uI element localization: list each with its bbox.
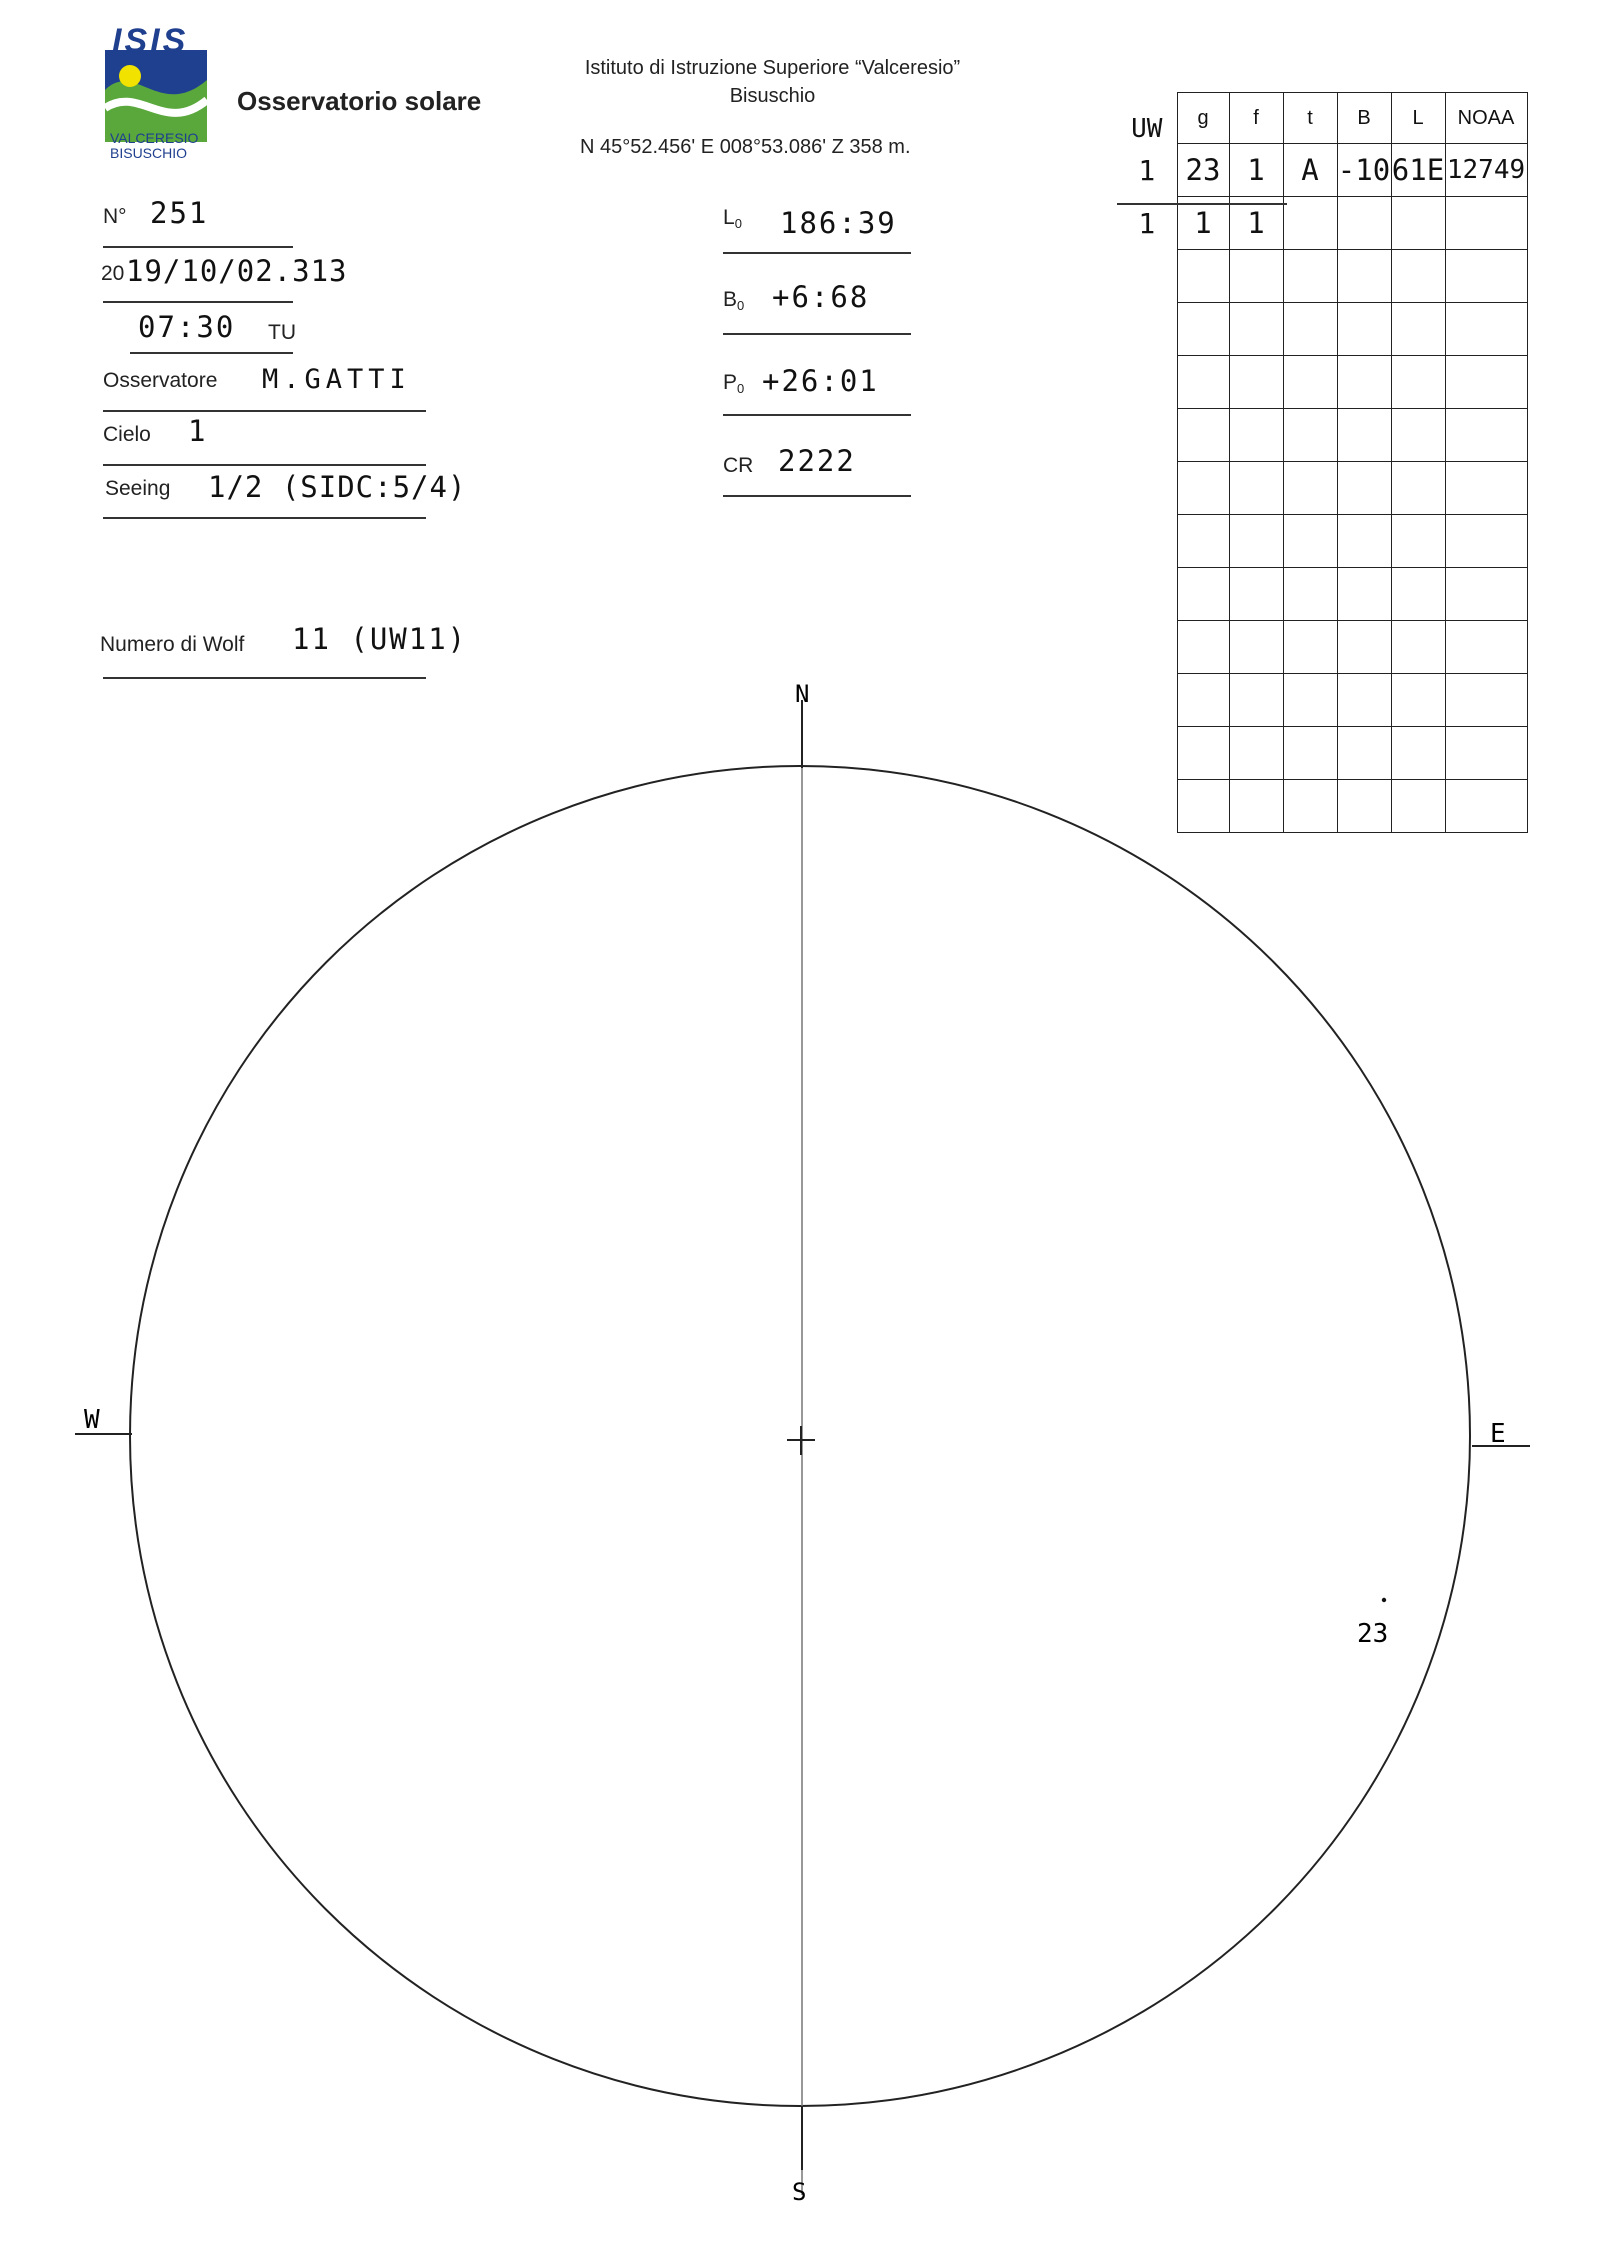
table-cell [1177, 727, 1229, 780]
l0-value: 186:39 [780, 206, 897, 240]
table-cell [1337, 462, 1391, 515]
table-cell: 12749 [1445, 144, 1527, 197]
table-cell [1391, 515, 1445, 568]
number-label: N° [103, 205, 127, 228]
date-underline [103, 301, 293, 303]
table-cell [1117, 727, 1177, 780]
table-row [1117, 621, 1527, 674]
wolf-label: Numero di Wolf [100, 633, 245, 656]
observer-value: M.GATTI [262, 364, 411, 395]
seeing-value: 1/2 (SIDC:5/4) [208, 470, 467, 504]
table-cell [1445, 727, 1527, 780]
table-row [1117, 727, 1527, 780]
table-cell [1283, 727, 1337, 780]
table-cell [1391, 621, 1445, 674]
table-cell [1391, 727, 1445, 780]
table-cell [1337, 727, 1391, 780]
institute-title [520, 54, 1025, 110]
date-value: 19/10/02.313 [126, 254, 348, 288]
table-cell [1391, 303, 1445, 356]
table-cell [1445, 780, 1527, 833]
table-cell: 1 [1138, 153, 1156, 187]
number-underline [103, 246, 293, 248]
table-cell [1445, 409, 1527, 462]
table-cell [1117, 303, 1177, 356]
table-cell [1337, 197, 1391, 250]
cr-value: 2222 [778, 444, 856, 478]
table-header-cell: UW [1131, 113, 1163, 144]
table-cell [1177, 250, 1229, 303]
date-prefix: 20 [101, 262, 125, 285]
table-cell: -10 [1337, 144, 1391, 197]
table-cell [1229, 409, 1283, 462]
observatory-coordinates: N 45°52.456' E 008°53.086' Z 358 m. [580, 136, 911, 158]
table-cell [1229, 515, 1283, 568]
table-cell [1445, 621, 1527, 674]
table-header-cell: NOAA [1445, 93, 1527, 144]
seeing-underline [103, 517, 426, 519]
p0-value: +26:01 [762, 364, 879, 398]
table-cell [1229, 780, 1283, 833]
observer-label: Osservatore [103, 369, 218, 392]
b0-value: +6:68 [772, 280, 870, 314]
table-cell [1391, 197, 1445, 250]
time-underline [130, 352, 293, 354]
table-cell: 1 [1138, 206, 1156, 240]
sky-value: 1 [188, 414, 208, 448]
seeing-label: Seeing [105, 477, 171, 500]
table-cell [1229, 303, 1283, 356]
table-separator-line [1117, 203, 1287, 205]
table-cell: 1 [1229, 197, 1283, 250]
wolf-value: 11 (UW11) [292, 622, 468, 656]
table-cell [1229, 250, 1283, 303]
table-cell [1177, 409, 1229, 462]
table-cell [1445, 568, 1527, 621]
table-cell [1229, 568, 1283, 621]
table-row [1117, 462, 1527, 515]
table-cell: 1 [1177, 197, 1229, 250]
solar-disc-outline [130, 766, 1470, 2106]
table-cell [1229, 356, 1283, 409]
table-cell [1283, 250, 1337, 303]
table-cell [1177, 621, 1229, 674]
table-cell [1229, 727, 1283, 780]
logo-city-line2: BISUSCHIO [110, 145, 188, 161]
cr-label: CR [723, 454, 754, 477]
sky-underline [103, 464, 426, 466]
table-cell [1229, 621, 1283, 674]
table-row [1117, 144, 1527, 197]
table-cell: A [1283, 144, 1337, 197]
table-cell [1117, 515, 1177, 568]
table-cell [1117, 568, 1177, 621]
table-cell [1445, 674, 1527, 727]
table-cell [1283, 621, 1337, 674]
table-cell [1445, 356, 1527, 409]
table-cell [1337, 568, 1391, 621]
table-cell [1391, 250, 1445, 303]
table-cell: 61E [1391, 144, 1445, 197]
table-cell [1391, 674, 1445, 727]
table-row [1117, 515, 1527, 568]
table-cell [1177, 515, 1229, 568]
table-cell [1283, 197, 1337, 250]
table-row [1117, 250, 1527, 303]
time-unit: TU [268, 321, 296, 344]
table-cell [1283, 780, 1337, 833]
institute-line1: Istituto di Istruzione Superiore “Valceresio” [584, 57, 961, 79]
l0-underline [723, 252, 911, 254]
table-cell [1445, 197, 1527, 250]
institute-line2: Bisuschio [729, 85, 816, 107]
table-cell [1117, 621, 1177, 674]
table-cell [1117, 462, 1177, 515]
table-cell [1229, 462, 1283, 515]
table-cell: 1 [1229, 144, 1283, 197]
table-cell [1445, 462, 1527, 515]
logo-text: ISIS [112, 22, 189, 60]
table-cell [1337, 409, 1391, 462]
table-cell [1117, 409, 1177, 462]
table-cell [1283, 568, 1337, 621]
table-cell [1337, 674, 1391, 727]
table-row [1117, 409, 1527, 462]
cr-underline [723, 495, 911, 497]
table-cell [1177, 568, 1229, 621]
table-cell [1283, 356, 1337, 409]
time-value: 07:30 [138, 310, 236, 344]
table-cell [1117, 780, 1177, 833]
table-header-cell: t [1283, 93, 1337, 144]
table-cell [1117, 356, 1177, 409]
p0-label: $P_0$ [723, 371, 745, 396]
logo-city-line1: VALCERESIO [110, 130, 199, 146]
table-cell [1337, 356, 1391, 409]
table-row [1117, 303, 1527, 356]
table-cell [1117, 674, 1177, 727]
observer-underline [103, 410, 426, 412]
table-cell: 23 [1177, 144, 1229, 197]
table-cell [1445, 303, 1527, 356]
table-row [1117, 780, 1527, 833]
west-label: W [84, 1405, 100, 1435]
table-cell [1445, 515, 1527, 568]
table-cell [1445, 250, 1527, 303]
table-header-row [1117, 93, 1527, 144]
table-cell [1283, 515, 1337, 568]
table-cell [1177, 356, 1229, 409]
sky-label: Cielo [103, 423, 151, 446]
b0-underline [723, 333, 911, 335]
table-cell [1177, 303, 1229, 356]
table-cell [1283, 409, 1337, 462]
table-cell [1337, 780, 1391, 833]
table-cell [1177, 674, 1229, 727]
table-cell [1337, 621, 1391, 674]
table-cell [1391, 356, 1445, 409]
table-cell [1337, 303, 1391, 356]
table-header-cell: B [1337, 93, 1391, 144]
table-cell [1391, 568, 1445, 621]
number-value: 251 [150, 196, 209, 230]
table-cell [1283, 462, 1337, 515]
b0-label: $B_0$ [723, 288, 745, 313]
table-cell [1337, 515, 1391, 568]
table-cell [1337, 250, 1391, 303]
l0-label: $L_0$ [723, 206, 742, 231]
table-row [1117, 568, 1527, 621]
table-header-cell: f [1229, 93, 1283, 144]
wolf-underline [103, 677, 426, 679]
table-cell [1391, 462, 1445, 515]
table-cell [1177, 780, 1229, 833]
sunspot-group-label: 23 [1357, 1619, 1389, 1649]
table-cell [1117, 250, 1177, 303]
table-cell [1283, 674, 1337, 727]
table-cell [1177, 462, 1229, 515]
table-cell [1283, 303, 1337, 356]
south-label: S [792, 2178, 807, 2206]
east-label: E [1490, 1419, 1506, 1449]
p0-underline [723, 414, 911, 416]
observatory-title: Osservatorio solare [237, 86, 482, 116]
table-cell [1229, 674, 1283, 727]
sunspot-group-23 [1382, 1598, 1386, 1602]
north-label: N [795, 680, 810, 708]
table-cell [1391, 780, 1445, 833]
table-row [1117, 356, 1527, 409]
table-header-cell: L [1391, 93, 1445, 144]
table-header-cell: g [1177, 93, 1229, 144]
table-row [1117, 674, 1527, 727]
table-cell [1391, 409, 1445, 462]
